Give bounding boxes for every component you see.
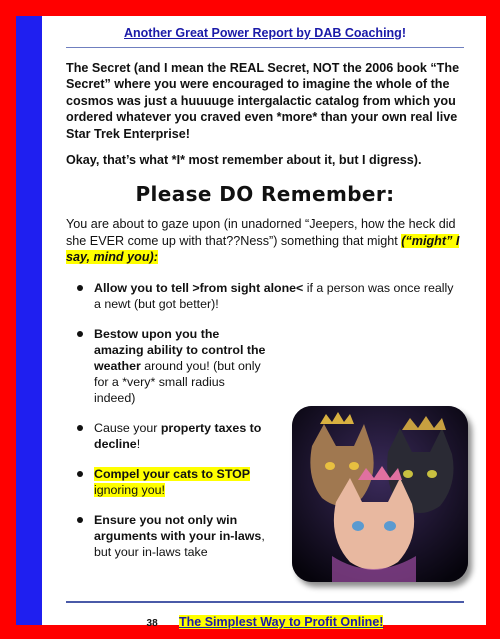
bullet-bold: Ensure you not only win arguments with your in-laws xyxy=(94,512,262,543)
header-divider xyxy=(66,47,464,48)
left-blue-strip xyxy=(16,16,42,625)
bullet-item xyxy=(66,280,454,312)
bullet-dot-icon xyxy=(77,425,83,431)
report-header xyxy=(66,26,464,40)
document-page xyxy=(16,16,486,629)
report-header-link[interactable]: Another Great Power Report by DAB Coaching xyxy=(124,26,402,40)
bullet-list-top xyxy=(66,280,464,312)
crowned-cats-image xyxy=(292,406,468,582)
page-footer xyxy=(66,594,464,629)
bullet-bold: property taxes to decline xyxy=(94,420,262,451)
bullet-text: Cause your xyxy=(94,420,161,435)
cats-illustration xyxy=(292,406,468,582)
bullet-dot-icon xyxy=(77,285,83,291)
bullet-bold: Bestow upon you the amazing ability to control the weather xyxy=(94,326,266,373)
bullet-dot-icon xyxy=(77,331,83,337)
page-number: 38 xyxy=(146,618,158,629)
intro-paragraph-2: Okay, that’s what *I* most remember about it, but I digress). xyxy=(66,153,422,168)
bullet-text: around you! (but only for a *very* small radius indeed) xyxy=(94,358,261,405)
bullet-text: ! xyxy=(136,436,141,451)
bullet-item xyxy=(66,466,269,498)
lead-paragraph xyxy=(66,216,464,265)
bullet-dot-icon xyxy=(77,471,83,477)
footer-tagline-link[interactable]: The Simplest Way to Profit Online! xyxy=(179,615,384,629)
bullet-item xyxy=(66,512,269,560)
bullet-dot-icon xyxy=(77,517,83,523)
bullet-bold: Allow you to tell >from sight alone< xyxy=(94,280,304,295)
bullet-item xyxy=(66,420,269,452)
footer-divider xyxy=(66,601,464,603)
bullet-text: ignoring you! xyxy=(94,482,165,497)
bullet-text: , but your in-laws take xyxy=(94,528,265,559)
lead-text: You are about to gaze upon (in unadorned “Jeepers, how the heck did she EVER come up with that??Ness”) something that might xyxy=(66,217,456,248)
bullet-bold: Compel your cats to STOP xyxy=(94,466,251,481)
header-suffix: ! xyxy=(401,26,406,40)
bullet-item xyxy=(66,326,269,406)
bullet-text: if a person was once really a newt (but got better)! xyxy=(94,280,454,311)
intro-paragraph-1: The Secret (and I mean the REAL Secret, NOT the 2006 book “The Secret” where you were encouraged to imagine the whole of the cosmos was just a huuuuge intergalactic catalog from which you ordered whatever you craved even *more* than your own real live Star Trek Enterprise! xyxy=(66,61,460,141)
lead-highlight: (“might” I say, mind you): xyxy=(66,233,460,265)
section-title: Please DO Remember: xyxy=(135,182,395,207)
page-content xyxy=(66,26,464,629)
footer-row xyxy=(66,615,464,629)
